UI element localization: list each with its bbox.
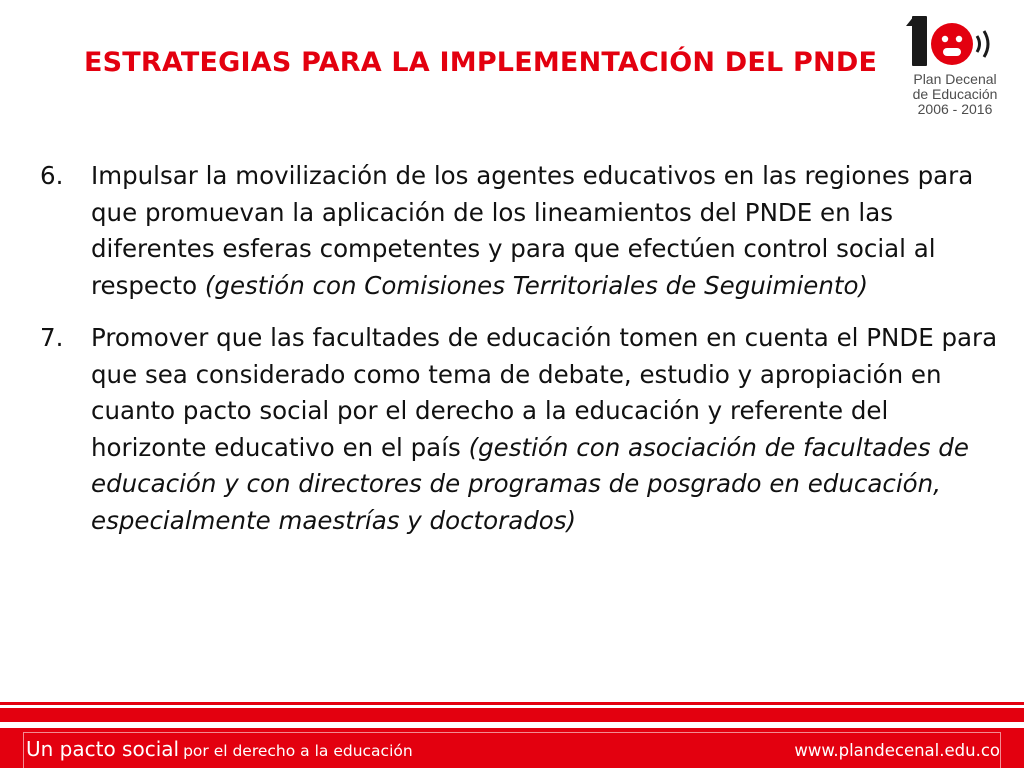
strategy-list — [40, 158, 1005, 555]
item-number: 6. — [40, 161, 64, 190]
tagline-strong: Un pacto social — [26, 737, 180, 761]
logo-zero-eye-right — [956, 36, 962, 42]
item-main-text: Impulsar la movilización de los agentes educativos en las regiones para que promuevan la aplicación de los lineamientos del PNDE en las diferentes esferas competentes y para que efectúen control social al respecto — [91, 161, 974, 300]
logo-caption — [900, 72, 1010, 117]
logo-zero-mouth — [943, 48, 961, 56]
item-number: 7. — [40, 323, 64, 352]
item-main-text: Promover que las facultades de educación tomen en cuenta el PNDE para que sea considerado como tema de debate, estudio y apropiación en cuanto pacto social por el derecho a la educación y referente del horizonte educativo en el país — [91, 323, 998, 462]
item-text — [91, 158, 1005, 304]
item-note: (gestión con Comisiones Territoriales de Seguimiento) — [204, 270, 869, 300]
list-item — [40, 320, 1005, 539]
logo-sound-wave-2 — [984, 31, 988, 57]
item-note: (gestión con asociación de facultades de educación y con directores de programas de posgrado en educación, especialmente maestrías y doctorados) — [91, 432, 969, 535]
tagline-small: por el derecho a la educación — [183, 742, 413, 760]
logo-zero-eye-left — [942, 36, 948, 42]
logo-line-1: Plan Decenal — [913, 71, 997, 87]
logo-sound-wave-1 — [977, 36, 980, 52]
slide-title: ESTRATEGIAS PARA LA IMPLEMENTACIÓN DEL PNDE — [84, 47, 878, 78]
footer-rule-thin — [0, 702, 1024, 705]
logo-one — [912, 16, 927, 66]
list-item — [40, 158, 1005, 304]
footer-rule-block — [0, 708, 1024, 722]
footer-url: www.plandecenal.edu.co — [794, 741, 1000, 760]
pnde-logo — [900, 12, 1010, 122]
logo-zero — [931, 23, 973, 65]
logo-line-2: de Educación — [912, 86, 998, 102]
footer-bar — [0, 728, 1024, 768]
footer-tagline — [26, 737, 413, 761]
logo-line-3: 2006 - 2016 — [917, 101, 993, 117]
item-text — [91, 320, 1005, 539]
pnde-10-icon — [900, 12, 1010, 72]
